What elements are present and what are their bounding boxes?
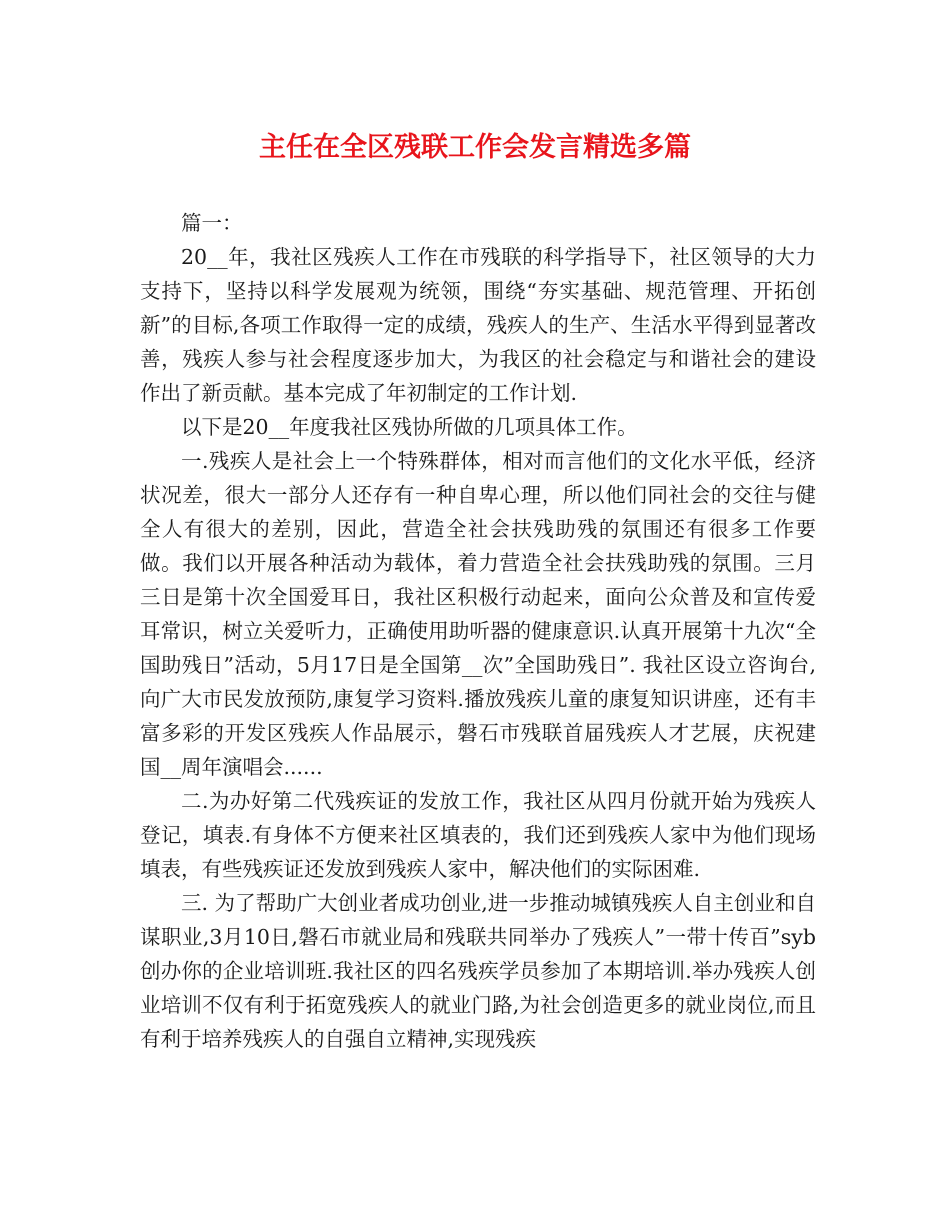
paragraph-intro: 20__年，我社区残疾人工作在市残联的科学指导下，社区领导的大力支持下，坚持以科学发展观为统领，围绕“夯实基础、规范管理、开拓创新”的目标,各项工作取得一定的成绩，残疾人的生产、生活水平得到显著改善，残疾人参与社会程度逐步加大，为我区的社会稳定与和谐社会的建设作出了新贡献。基本完成了年初制定的工作计划. [140,245,816,405]
section-heading: 篇一： [181,211,243,235]
paragraph-item-three: 三. 为了帮助广大创业者成功创业,进一步推动城镇残疾人自主创业和自谋职业,3月10日,磐石市就业局和残联共同举办了残疾人”一带十传百”syb创办你的企业培训班.我社区的四名残疾学员参加了本期培训.举办残疾人创业培训不仅有利于拓宽残疾人的就业门路,为社会创造更多的就业岗位,而且有利于培养残疾人的自强自立精神,实现残疾 [140,891,816,1051]
paragraph-summary: 以下是20__年度我社区残协所做的几项具体工作。 [181,415,638,439]
paragraph-item-one: 一.残疾人是社会上一个特殊群体，相对而言他们的文化水平低，经济状况差，很大一部分人还存有一种自卑心理，所以他们同社会的交往与健全人有很大的差别，因此，营造全社会扶残助残的氛围还有很多工作要做。我们以开展各种活动为载体，着力营造全社会扶残助残的氛围。三月三日是第十次全国爱耳日，我社区积极行动起来，面向公众普及和宣传爱耳常识，树立关爱听力，正确使用助听器的健康意识.认真开展第十九次“全国助残日”活动，5月17日是全国第__次”全国助残日”. 我社区设立咨询台,向广大市民发放预防,康复学习资料.播放残疾儿童的康复知识讲座，还有丰富多彩的开发区残疾人作品展示，磐石市残联首届残疾人才艺展，庆祝建国__周年演唱会...... [140,449,816,779]
paragraph-item-two: 二.为办好第二代残疾证的发放工作，我社区从四月份就开始为残疾人登记，填表.有身体不方便来社区填表的，我们还到残疾人家中为他们现场填表，有些残疾证还发放到残疾人家中，解决他们的实际困难. [140,789,816,881]
document-body [140,206,816,1056]
document-title: 主任在全区残联工作会发言精选多篇 [259,132,691,163]
